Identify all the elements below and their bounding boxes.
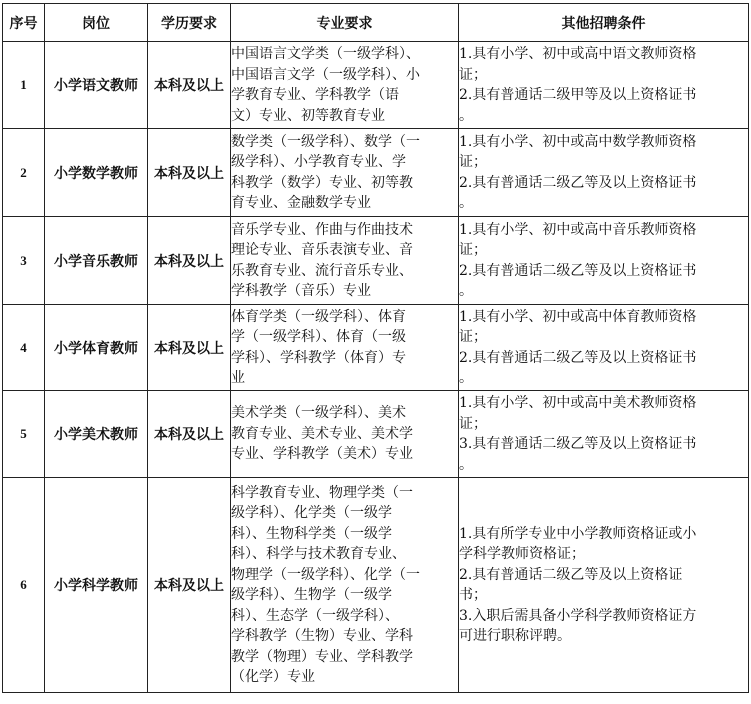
education-requirement: 本科及以上 — [148, 391, 231, 478]
condition-line: 2.具有普通话二级乙等及以上资格证 — [459, 566, 683, 583]
major-line: 文）专业、初等教育专业 — [231, 107, 385, 124]
post-name: 小学数学教师 — [45, 129, 148, 217]
major-line: 中国语言文学类（一级学科）、 — [231, 46, 420, 62]
post-name: 小学美术教师 — [45, 391, 148, 478]
row-number: 4 — [3, 305, 45, 391]
condition-line: 。 — [459, 456, 473, 473]
condition-line: 。 — [459, 107, 473, 124]
table-row — [3, 305, 749, 391]
header-no: 序号 — [3, 4, 45, 42]
table-row — [3, 129, 749, 217]
other-conditions — [459, 305, 749, 391]
major-line: 音乐学专业、作曲与作曲技术 — [231, 221, 413, 238]
major-line: 乐教育专业、流行音乐专业、 — [231, 262, 413, 279]
major-line: 业 — [231, 370, 245, 386]
row-number: 1 — [3, 42, 45, 129]
condition-line: 2.具有普通话二级乙等及以上资格证书 — [459, 174, 697, 191]
header-post: 岗位 — [45, 4, 148, 42]
major-line: 理论专业、音乐表演专业、音 — [231, 242, 413, 258]
other-conditions — [459, 478, 749, 693]
condition-line: 。 — [459, 370, 473, 386]
major-line: 育专业、金融数学专业 — [231, 195, 371, 211]
major-line: 中国语言文学（一级学科）、小 — [231, 66, 420, 83]
major-requirement — [231, 129, 459, 217]
row-number: 6 — [3, 478, 45, 693]
table-row — [3, 478, 749, 693]
header-education: 学历要求 — [148, 4, 231, 42]
condition-line: 2.具有普通话二级乙等及以上资格证书 — [459, 349, 697, 366]
condition-line: 1.具有小学、初中或高中美术教师资格 — [459, 395, 697, 411]
recruitment-table — [2, 3, 749, 693]
table-row — [3, 42, 749, 129]
major-line: 科）、科学与技术教育专业、 — [231, 546, 406, 562]
major-requirement — [231, 217, 459, 305]
major-requirement — [231, 42, 459, 129]
header-other-conditions: 其他招聘条件 — [459, 4, 749, 42]
major-line: 教学（物理）专业、学科教学 — [231, 648, 413, 665]
condition-line: 证； — [459, 242, 487, 258]
major-line: 学（一级学科）、体育（一级 — [231, 329, 406, 345]
other-conditions — [459, 391, 749, 478]
header-major: 专业要求 — [231, 4, 459, 42]
condition-line: 。 — [459, 195, 473, 211]
condition-line: 证； — [459, 66, 487, 83]
education-requirement: 本科及以上 — [148, 305, 231, 391]
major-line: 美术学类（一级学科）、美术 — [231, 405, 406, 422]
major-line: 级学科）、生物学（一级学 — [231, 587, 392, 603]
condition-line: 证； — [459, 154, 487, 170]
condition-line: 1.具有小学、初中或高中音乐教师资格 — [459, 221, 697, 238]
major-line: （化学）专业 — [231, 669, 315, 685]
row-number: 5 — [3, 391, 45, 478]
major-line: 物理学（一级学科）、化学（一 — [231, 566, 420, 583]
major-line: 科）、生态学（一级学科）、 — [231, 607, 399, 624]
major-requirement — [231, 478, 459, 693]
major-requirement — [231, 305, 459, 391]
condition-line: 3.具有普通话二级乙等及以上资格证书 — [459, 436, 697, 452]
post-name: 小学科学教师 — [45, 478, 148, 693]
condition-line: 2.具有普通话二级甲等及以上资格证书 — [459, 87, 697, 103]
education-requirement: 本科及以上 — [148, 217, 231, 305]
major-line: 专业、学科教学（美术）专业 — [231, 446, 413, 463]
header-row — [3, 4, 749, 42]
condition-line: 1.具有小学、初中或高中语文教师资格 — [459, 46, 697, 62]
table-row — [3, 217, 749, 305]
other-conditions — [459, 42, 749, 129]
major-line: 学科教学（音乐）专业 — [231, 283, 371, 299]
education-requirement: 本科及以上 — [148, 478, 231, 693]
condition-line: 2.具有普通话二级乙等及以上资格证书 — [459, 262, 697, 279]
condition-line: 1.具有小学、初中或高中数学教师资格 — [459, 133, 697, 150]
post-name: 小学音乐教师 — [45, 217, 148, 305]
major-line: 数学类（一级学科）、数学（一 — [231, 133, 420, 150]
condition-line: 1.具有所学专业中小学教师资格证或小 — [459, 525, 697, 542]
condition-line: 证； — [459, 329, 487, 345]
major-line: 科学教育专业、物理学类（一 — [231, 484, 413, 501]
condition-line: 3.入职后需具备小学科学教师资格证方 — [459, 607, 697, 624]
major-line: 教育专业、美术专业、美术学 — [231, 425, 413, 442]
major-line: 体育学类（一级学科）、体育 — [231, 308, 406, 325]
other-conditions — [459, 217, 749, 305]
major-line: 科）、生物科学类（一级学 — [231, 525, 392, 542]
row-number: 2 — [3, 129, 45, 217]
major-line: 科教学（数学）专业、初等教 — [231, 174, 413, 191]
major-line: 学教育专业、学科教学（语 — [231, 87, 399, 103]
condition-line: 证； — [459, 415, 487, 432]
condition-line: 。 — [459, 283, 473, 299]
major-line: 学科教学（生物）专业、学科 — [231, 628, 413, 644]
condition-line: 书； — [459, 587, 487, 603]
major-requirement — [231, 391, 459, 478]
condition-line: 可进行职称评聘。 — [459, 628, 571, 644]
post-name: 小学体育教师 — [45, 305, 148, 391]
other-conditions — [459, 129, 749, 217]
education-requirement: 本科及以上 — [148, 42, 231, 129]
major-line: 学科）、学科教学（体育）专 — [231, 349, 406, 366]
major-line: 级学科）、化学类（一级学 — [231, 505, 392, 521]
condition-line: 学科学教师资格证； — [459, 546, 585, 562]
row-number: 3 — [3, 217, 45, 305]
post-name: 小学语文教师 — [45, 42, 148, 129]
table-row — [3, 391, 749, 478]
condition-line: 1.具有小学、初中或高中体育教师资格 — [459, 308, 697, 325]
major-line: 级学科）、小学教育专业、学 — [231, 154, 406, 170]
education-requirement: 本科及以上 — [148, 129, 231, 217]
